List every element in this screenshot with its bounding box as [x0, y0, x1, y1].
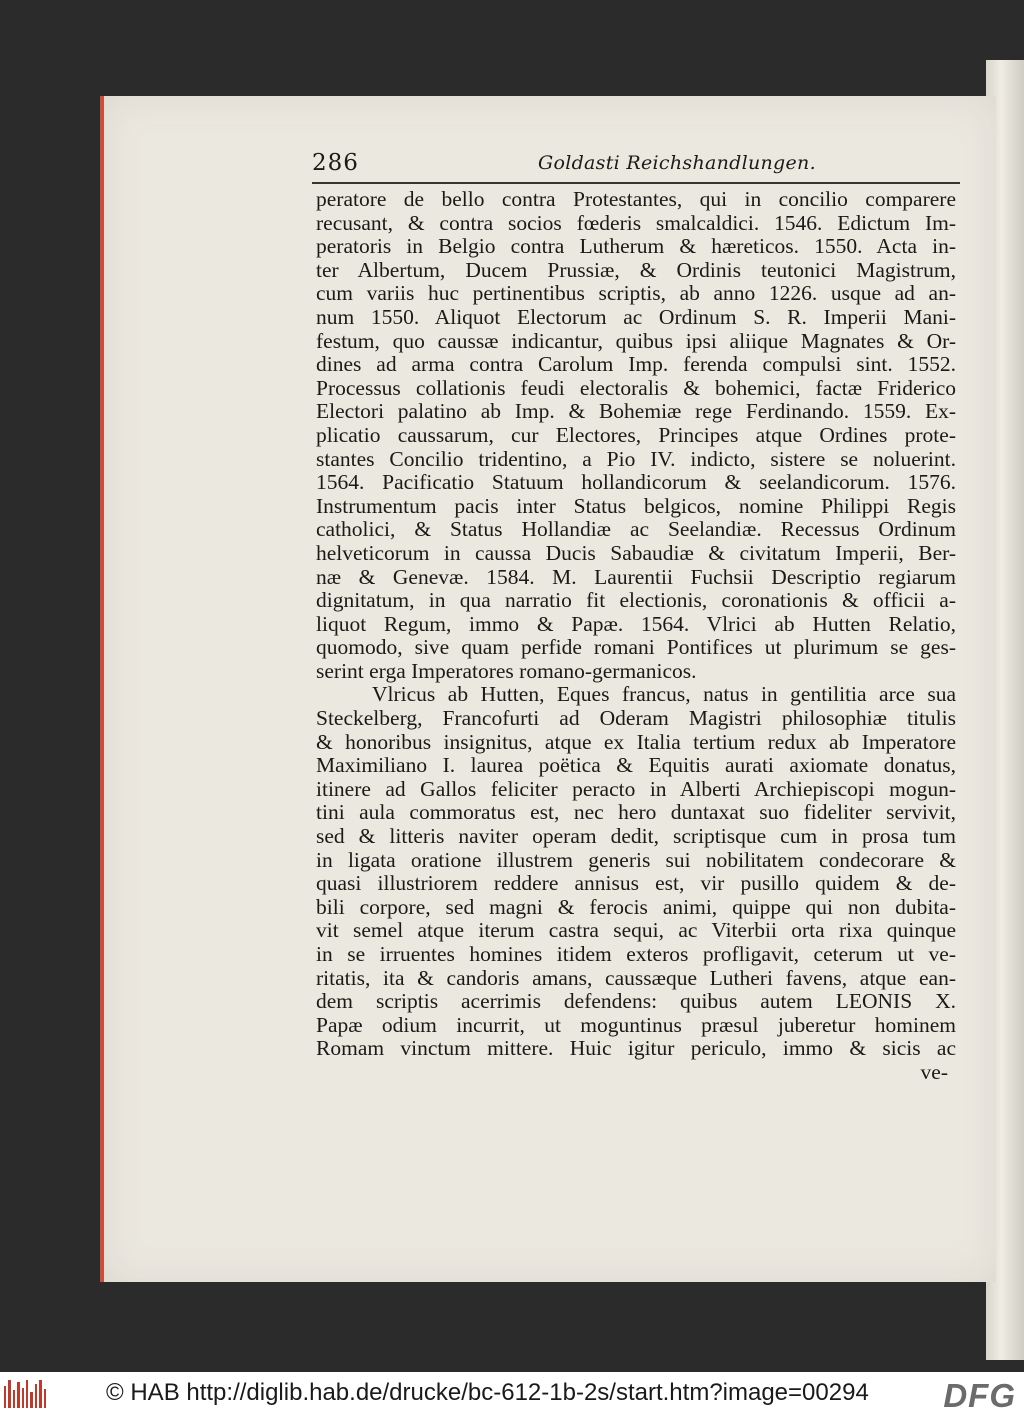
hab-logo-icon [4, 1380, 46, 1408]
body-text [316, 188, 956, 1085]
text-line: helveticorum in caussa Ducis Sabaudiæ & civitatum Imperii, Ber- [316, 540, 956, 565]
text-line: Maximiliano I. laurea poëtica & Equitis aurati axiomate donatus, [316, 753, 956, 778]
text-line: Instrumentum pacis inter Status belgicos, nomine Philippi Regis [316, 493, 956, 518]
text-line: quasi illustriorem reddere annisus est, vir pusillo quidem & de- [316, 871, 956, 896]
viewer-footer [0, 1372, 1024, 1417]
text-line: næ & Genevæ. 1584. M. Laurentii Fuchsii Descriptio regiarum [316, 564, 956, 589]
text-line: peratoris in Belgio contra Lutherum & hæreticos. 1550. Acta in- [316, 234, 956, 259]
text-line: 1564. Pacificatio Statuum hollandicorum & seelandicorum. 1576. [316, 470, 956, 495]
text-line: ritatis, ita & candoris amans, caussæque Lutheri favens, atque ean- [316, 965, 956, 990]
text-line: Romam vinctum mittere. Huic igitur periculo, immo & sicis ac [316, 1036, 956, 1061]
running-title: Goldasti Reichshandlungen. [538, 152, 816, 174]
text-line: Processus collationis feudi electoralis & bohemici, factæ Friderico [316, 375, 956, 400]
text-line: recusant, & contra socios fœderis smalcaldici. 1546. Edictum Im- [316, 210, 956, 235]
text-line: serint erga Imperatores romano-germanicos. [316, 658, 697, 683]
header-rule [312, 182, 960, 184]
dfg-logo: DFG [943, 1377, 1016, 1414]
text-line: dem scriptis acerrimis defendens: quibus autem LEONIS X. [316, 989, 956, 1014]
text-line: peratore de bello contra Protestantes, qui in concilio comparere [316, 187, 956, 211]
text-line: liquot Regum, immo & Papæ. 1564. Vlrici ab Hutten Relatio, [316, 611, 956, 636]
text-line: num 1550. Aliquot Electorum ac Ordinum S. R. Imperii Mani- [316, 304, 956, 329]
text-line: Vlricus ab Hutten, Eques francus, natus in gentilitia arce sua [372, 682, 956, 707]
text-line: ter Albertum, Ducem Prussiæ, & Ordinis teutonici Magistrum, [316, 257, 956, 282]
text-line: itinere ad Gallos feliciter peracto in Alberti Archiepiscopi mogun- [316, 776, 956, 801]
text-line: dines ad arma contra Carolum Imp. ferenda compulsi sint. 1552. [316, 352, 956, 377]
text-line: vit semel atque iterum castra sequi, ac Viterbii orta rixa quinque [316, 918, 956, 943]
text-line: tini aula commoratus est, nec hero duntaxat suo fideliter servivit, [316, 800, 956, 825]
text-line: stantes Concilio tridentino, a Pio IV. indicto, sistere se noluerint. [316, 446, 956, 471]
text-line: cum variis huc pertinentibus scriptis, ab anno 1226. usque ad an- [316, 281, 956, 306]
catchword: ve- [920, 1059, 948, 1084]
text-line: festum, quo caussæ indicantur, quibus ipsi aliique Magnates & Or- [316, 328, 956, 353]
text-line: Steckelberg, Francofurti ad Oderam Magistri philosophiæ titulis [316, 706, 956, 731]
text-line: Electori palatino ab Imp. & Bohemiæ rege Ferdinando. 1559. Ex- [316, 399, 956, 424]
text-line: & honoribus insignitus, atque ex Italia tertium redux ab Imperatore [316, 729, 956, 754]
text-line: in ligata oratione illustrem generis sui nobilitatem condecorare & [316, 847, 956, 872]
page-number: 286 [312, 150, 359, 176]
text-line: catholici, & Status Hollandiæ ac Seelandiæ. Recessus Ordinum [316, 517, 956, 542]
text-line: quomodo, sive quam perfide romani Pontifices ut plurimum se ges- [316, 635, 956, 660]
text-line: in se irruentes homines itidem exteros profligavit, ceterum ut ve- [316, 942, 956, 966]
text-line: sed & litteris naviter operam dedit, scriptisque cum in prosa tum [316, 824, 956, 849]
text-line: Papæ odium incurrit, ut moguntinus præsul juberetur hominem [316, 1012, 956, 1037]
page-header [312, 150, 960, 180]
text-line: dignitatum, in qua narratio fit electionis, coronationis & officii a- [316, 588, 956, 613]
text-line: bili corpore, sed magni & ferocis animi, quippe qui non dubita- [316, 894, 956, 919]
copyright-link[interactable]: © HAB http://diglib.hab.de/drucke/bc-612-1b-2s/start.htm?image=00294 [106, 1379, 869, 1406]
text-line: plicatio caussarum, cur Electores, Principes atque Ordines prote- [316, 422, 956, 447]
